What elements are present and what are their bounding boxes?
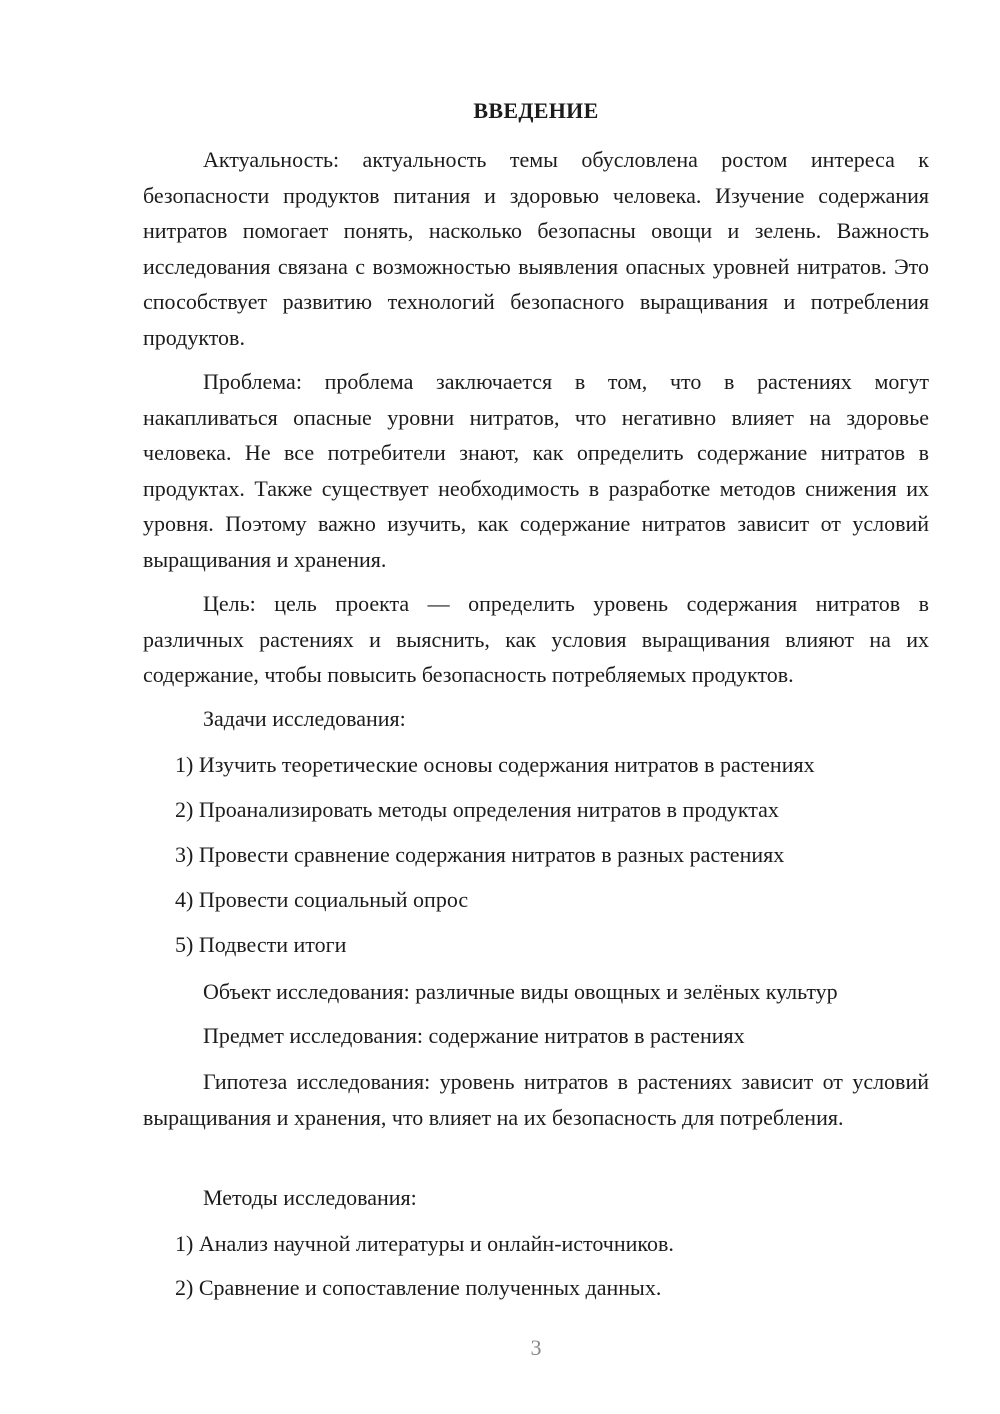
task-item-2: 2) Проанализировать методы определения нитратов в продуктах <box>175 797 779 822</box>
research-object: Объект исследования: различные виды овощных и зелёных культур <box>203 979 838 1004</box>
task-item-5: 5) Подвести итоги <box>175 932 347 957</box>
hypothesis-paragraph: Гипотеза исследования: уровень нитратов в растениях зависит от условий выращивания и хранения, что влияет на их безопасность для потребления. <box>143 1069 929 1130</box>
problem-paragraph: Проблема: проблема заключается в том, что в растениях могут накапливаться опасные уровни нитратов, что негативно влияет на здоровье человека. Не все потребители знают, как определить содержание нитратов в продуктах. Также существует необходимость в разработке методов снижения их уровня. Поэтому важно изучить, как содержание нитратов зависит от условий выращивания и хранения. <box>143 369 929 572</box>
method-item-2: 2) Сравнение и сопоставление полученных данных. <box>175 1275 662 1300</box>
method-item-1: 1) Анализ научной литературы и онлайн-источников. <box>175 1231 674 1256</box>
tasks-heading: Задачи исследования: <box>203 706 406 731</box>
task-item-1: 1) Изучить теоретические основы содержания нитратов в растениях <box>175 752 815 777</box>
research-subject: Предмет исследования: содержание нитратов в растениях <box>203 1023 745 1048</box>
goal-paragraph: Цель: цель проекта — определить уровень содержания нитратов в различных растениях и выяснить, как условия выращивания влияют на их содержание, чтобы повысить безопасность потребляемых продуктов. <box>143 591 929 687</box>
methods-heading: Методы исследования: <box>203 1185 417 1210</box>
relevance-paragraph: Актуальность: актуальность темы обусловлена ростом интереса к безопасности продуктов питания и здоровью человека. Изучение содержания нитратов помогает понять, насколько безопасны овощи и зелень. Важность исследования связана с возможностью выявления опасных уровней нитратов. Это способствует развитию технологий безопасного выращивания и потребления продуктов. <box>143 147 929 350</box>
page-number: 3 <box>530 1335 542 1360</box>
task-item-3: 3) Провести сравнение содержания нитратов в разных растениях <box>175 842 785 867</box>
task-item-4: 4) Провести социальный опрос <box>175 887 469 912</box>
page-title: ВВЕДЕНИЕ <box>473 98 599 123</box>
